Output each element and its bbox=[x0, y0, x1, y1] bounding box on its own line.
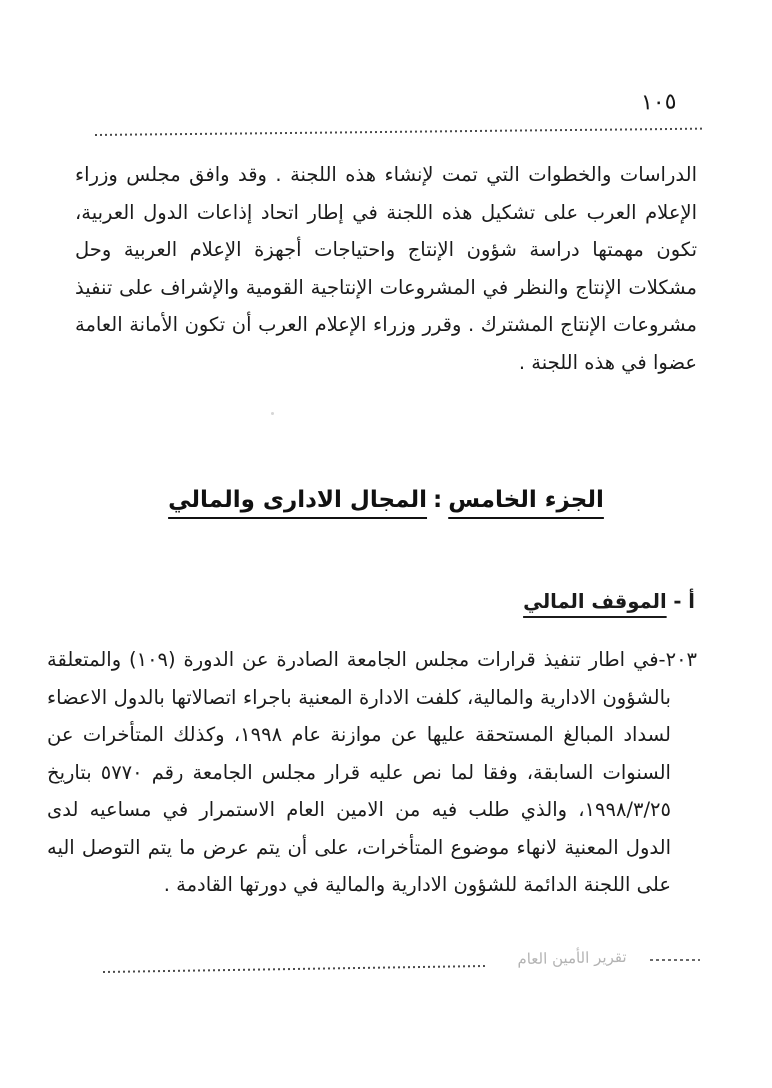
footer-dashes bbox=[650, 959, 700, 961]
subheading-financial-position bbox=[523, 583, 695, 621]
section-heading-title: المجال الادارى والمالي bbox=[168, 487, 428, 513]
subheading-title: الموقف المالي bbox=[523, 590, 667, 613]
section-heading-part-label: الجزء الخامس bbox=[448, 487, 604, 513]
footer-note-stamp: تقرير الأمين العام bbox=[517, 947, 627, 969]
page-number: ١٠٥ bbox=[640, 89, 677, 116]
section-heading bbox=[0, 487, 772, 513]
header-dotted-rule bbox=[95, 128, 703, 136]
section-heading-separator: : bbox=[433, 487, 443, 513]
subheading-prefix: أ - bbox=[666, 590, 695, 613]
item-203-text: في اطار تنفيذ قرارات مجلس الجامعة الصادرة عن الدورة (١٠٩) والمتعلقة بالشؤون الادارية والمالية، كلفت الادارة المعنية باجراء اتصالاتها بالدول الاعضاء لسداد المبالغ المستحقة عليها عن موازنة عام ١٩٩٨، وكذلك المتأخرات عن السنوات السابقة، وفقا لما نص عليه قرار مجلس الجامعة رقم ٥٧٧٠ بتاريخ ١٩٩٨/٣/٢٥، والذي طلب فيه من الامين العام الاستمرار في مساعيه لدى الدول المعنية لانهاء موضوع المتأخرات، على أن يتم عرض ما يتم التوصل اليه على اللجنة الدائمة للشؤون الادارية والمالية في دورتها القادمة . bbox=[47, 648, 671, 896]
intro-paragraph: الدراسات والخطوات التي تمت لإنشاء هذه اللجنة . وقد وافق مجلس وزراء الإعلام العرب على تشكيل هذه اللجنة في إطار اتحاد إذاعات الدول العربية، تكون مهمتها دراسة شؤون الإنتاج واحتياجات أجهزة الإعلام العربية وحل مشكلات الإنتاج والنظر في المشروعات الإنتاجية القومية والإشراف على تنفيذ مشروعات الإنتاج المشترك . وقرر وزراء الإعلام العرب أن تكون الأمانة العامة عضوا في هذه اللجنة . bbox=[75, 163, 697, 374]
item-203-paragraph bbox=[47, 641, 697, 904]
item-203-number: ٢٠٣- bbox=[658, 648, 698, 671]
scan-artifact-dot bbox=[271, 412, 274, 415]
footer-dotted-rule bbox=[103, 965, 485, 973]
